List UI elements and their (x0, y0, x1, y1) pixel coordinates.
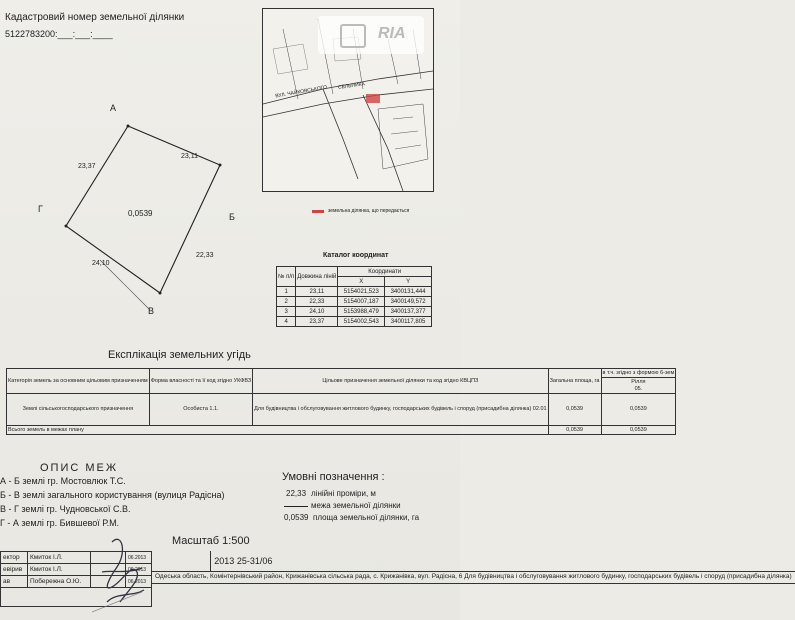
expl-cell-category: Землі сільськогосподарського призначення (7, 393, 150, 425)
sig-date: 06.2013 (126, 564, 152, 576)
legend-boundary-text: межа земельної ділянки (311, 501, 401, 510)
coord-header-coords: Координати (338, 267, 432, 277)
side-bv-length: 22,33 (196, 252, 214, 259)
coord-cell: 23,37 (296, 317, 338, 327)
legend-boundary-line (284, 506, 308, 507)
street-label-2: СЕЛЬНИКА (337, 81, 366, 91)
point-v-marker (159, 292, 162, 295)
table-row (7, 425, 676, 434)
coordinates-table (276, 266, 432, 327)
side-vg-length: 24,10 (92, 260, 110, 267)
expl-header-arable (601, 378, 676, 394)
scale-label: Масштаб 1:500 (172, 535, 250, 547)
expl-arable-label: Рілля (631, 379, 646, 386)
expl-total-area2: 0,0539 (601, 425, 676, 434)
coord-header-no: № п/п (277, 267, 296, 287)
street-label-1: ВУЛ. ЧАЙКОВСЬКОГО (274, 84, 328, 100)
sig-role: ав (1, 576, 28, 588)
side-ab-length: 23,11 (181, 153, 198, 160)
expl-code-label: 05. (634, 385, 643, 392)
sig-name: Побережна О.Ю. (28, 576, 91, 588)
coord-cell: 2 (277, 297, 296, 307)
watermark-badge (318, 16, 424, 54)
table-row (277, 307, 432, 317)
point-b-marker (219, 164, 222, 167)
stamp-year: 2013 (214, 556, 235, 566)
side-ga-length: 23,37 (78, 163, 96, 170)
expl-header-breakdown: в т.ч. згідно з формою 6-зем (602, 370, 675, 376)
point-g-label: Г (38, 204, 43, 214)
coord-cell: 23,11 (296, 287, 338, 297)
table-row (7, 393, 676, 425)
coord-cell: 3400117,805 (385, 317, 432, 327)
coordinates-title: Каталог координат (323, 252, 389, 259)
land-plot-plan (0, 40, 260, 340)
coord-cell: 3400137,377 (385, 307, 432, 317)
selected-plot-marker (366, 94, 380, 103)
legend-line-text: лінійні проміри, м (311, 489, 376, 498)
sig-name: Кмиток І.Л. (28, 552, 91, 564)
expl-total-area: 0,0539 (548, 425, 601, 434)
expl-cell-area2: 0,0539 (601, 393, 676, 425)
legend-red-marker (312, 210, 324, 213)
legend-area-text: площа земельної ділянки, га (313, 513, 420, 522)
watermark-text: RIA (378, 25, 406, 42)
legend-line-value: 22,33 (286, 489, 307, 498)
stamp-purpose: Для будівництва і обслуговування житлового будинку, господарських будівель і споруд (присадибна ділянка) (464, 573, 792, 580)
point-v-label: В (148, 306, 155, 316)
coord-cell: 5153988,479 (338, 307, 385, 317)
sig-date: 06.2013 (126, 576, 152, 588)
map-legend-text: земельна ділянка, що передається (328, 208, 410, 214)
coord-cell: 4 (277, 317, 296, 327)
handwritten-signature (82, 532, 152, 620)
point-b-label: Б (229, 212, 235, 222)
expl-header-purpose: Цільове призначення земельної ділянки та код згідно КВЦПЗ (253, 369, 548, 394)
expl-header-ownership: Форма власності та її код згідно УКФВЗ (149, 369, 252, 394)
title-block-id (211, 551, 795, 572)
table-row (277, 317, 432, 327)
coord-cell: 5154007,187 (338, 297, 385, 307)
expl-total-label: Всього земель в межах плану (7, 425, 549, 434)
coord-header-x: X (338, 277, 385, 287)
coord-header-y: Y (385, 277, 432, 287)
boundary-item-2: Б - В землі загального користування (вулиця Радісна) (0, 490, 225, 500)
point-a-label: А (110, 103, 117, 113)
point-g-marker (65, 225, 68, 228)
coord-cell: 3 (277, 307, 296, 317)
sig-date: 06.2013 (126, 552, 152, 564)
sig-role: евірив (1, 564, 28, 576)
sig-role: ектор (1, 552, 28, 564)
boundary-item-3: В - Г землі гр. Чудновської С.В. (0, 504, 131, 514)
coord-cell: 3400149,572 (385, 297, 432, 307)
boundary-item-1: А - Б землі гр. Мостовлюк Т.С. (0, 476, 126, 486)
expl-cell-ownership: Особиста 1.1. (149, 393, 252, 425)
boundaries-title: ОПИС МЕЖ (40, 462, 119, 474)
boundary-item-4: Г - А землі гр. Бившевої Р.М. (0, 518, 120, 528)
coord-cell: 5154002,543 (338, 317, 385, 327)
coord-cell: 3400131,444 (385, 287, 432, 297)
expl-cell-purpose: Для будівництва і обслуговування житлового будинку, господарських будівель і споруд (присадибна ділянка) 02.01 (253, 393, 548, 425)
table-row (277, 297, 432, 307)
plot-area: 0,0539 (128, 209, 153, 218)
explication-title: Експлікація земельних угідь (108, 349, 251, 361)
table-row (277, 287, 432, 297)
document-title: Кадастровий номер земельної ділянки (5, 12, 185, 23)
stamp-address: Одеська область, Комінтернівський район, Крижанівська сільська рада, с. Крижанівка, вул. Радісна, 6 (155, 573, 463, 580)
sig-name: Кмиток І.Л. (28, 564, 91, 576)
expl-header-area: Загальна площа, га (548, 369, 601, 394)
watermark-icon (340, 24, 366, 48)
cadastral-number: 5122783200:___:___:____ (5, 29, 113, 39)
expl-header-category: Категорія земель за основним цільовим призначенням (7, 369, 150, 394)
coord-cell: 24,10 (296, 307, 338, 317)
stamp-number: 25-31/06 (236, 556, 273, 566)
point-a-marker (127, 125, 130, 128)
title-block-empty (152, 551, 211, 572)
coord-cell: 5154021,523 (338, 287, 385, 297)
title-block-address (152, 572, 795, 584)
coord-cell: 1 (277, 287, 296, 297)
title-block (152, 551, 795, 584)
coord-cell: 22,33 (296, 297, 338, 307)
explication-table (6, 368, 676, 435)
coord-header-length: Довжина ліній (296, 267, 338, 287)
expl-cell-area: 0,0539 (548, 393, 601, 425)
legend-area-value: 0,0539 (284, 513, 309, 522)
legend-title: Умовні позначення : (282, 471, 385, 483)
